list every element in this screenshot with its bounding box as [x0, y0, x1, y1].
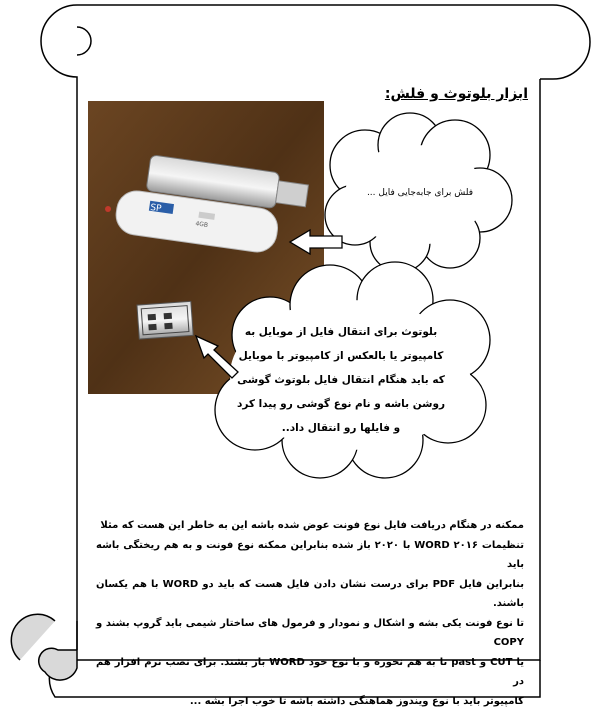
body-line: ممکنه در هنگام دریافت فایل نوع فونت عوض شده باشه این به خاطر این هست که مثلا [96, 516, 524, 536]
bluetooth-callout-line: بلوتوث برای انتقال فایل از موبایل به [232, 320, 450, 344]
bluetooth-callout-text [232, 320, 450, 440]
page-title: ابزار بلوتوث و فلش: [330, 86, 528, 102]
body-line: یا CUT و past تا به هم نخوره و با نوع خود WORD باز بشند. برای نصب نرم افزار هم در [96, 653, 524, 692]
body-line: تنظیمات WORD ۲۰۱۶ با ۲۰۲۰ باز شده بنابراین ممکنه نوع فونت و به هم ریختگی باشه باید [96, 536, 524, 575]
flash-capacity-text: 4GB [195, 220, 208, 229]
bluetooth-callout-line: که باید هنگام انتقال فایل بلوتوث گوشی [232, 368, 450, 392]
flash-callout-text: فلش برای جابه‌جایی فایل ... [360, 188, 480, 198]
body-paragraph [96, 516, 524, 711]
flash-brand-text: SP [150, 203, 163, 215]
body-line: تا نوع فونت یکی بشه و اشکال و نمودار و فرمول های ساختار شیمی باید گروپ بشند و COPY [96, 614, 524, 653]
bluetooth-callout-line: روشن باشه و نام نوع گوشی رو پیدا کرد [232, 392, 450, 416]
bluetooth-callout-line: کامپیوتر یا بالعکس از کامپیوتر با موبایل [232, 344, 450, 368]
bluetooth-callout-line: و فایلها رو انتقال داد.. [232, 416, 450, 440]
body-line: بنابراین فایل PDF برای درست نشان دادن فایل هست که باید دو WORD با هم یکسان باشند. [96, 575, 524, 614]
body-line: کامپیوتر باید با نوع ویندوز هماهنگی داشته باشه تا خوب اجرا بشه ... [96, 692, 524, 711]
